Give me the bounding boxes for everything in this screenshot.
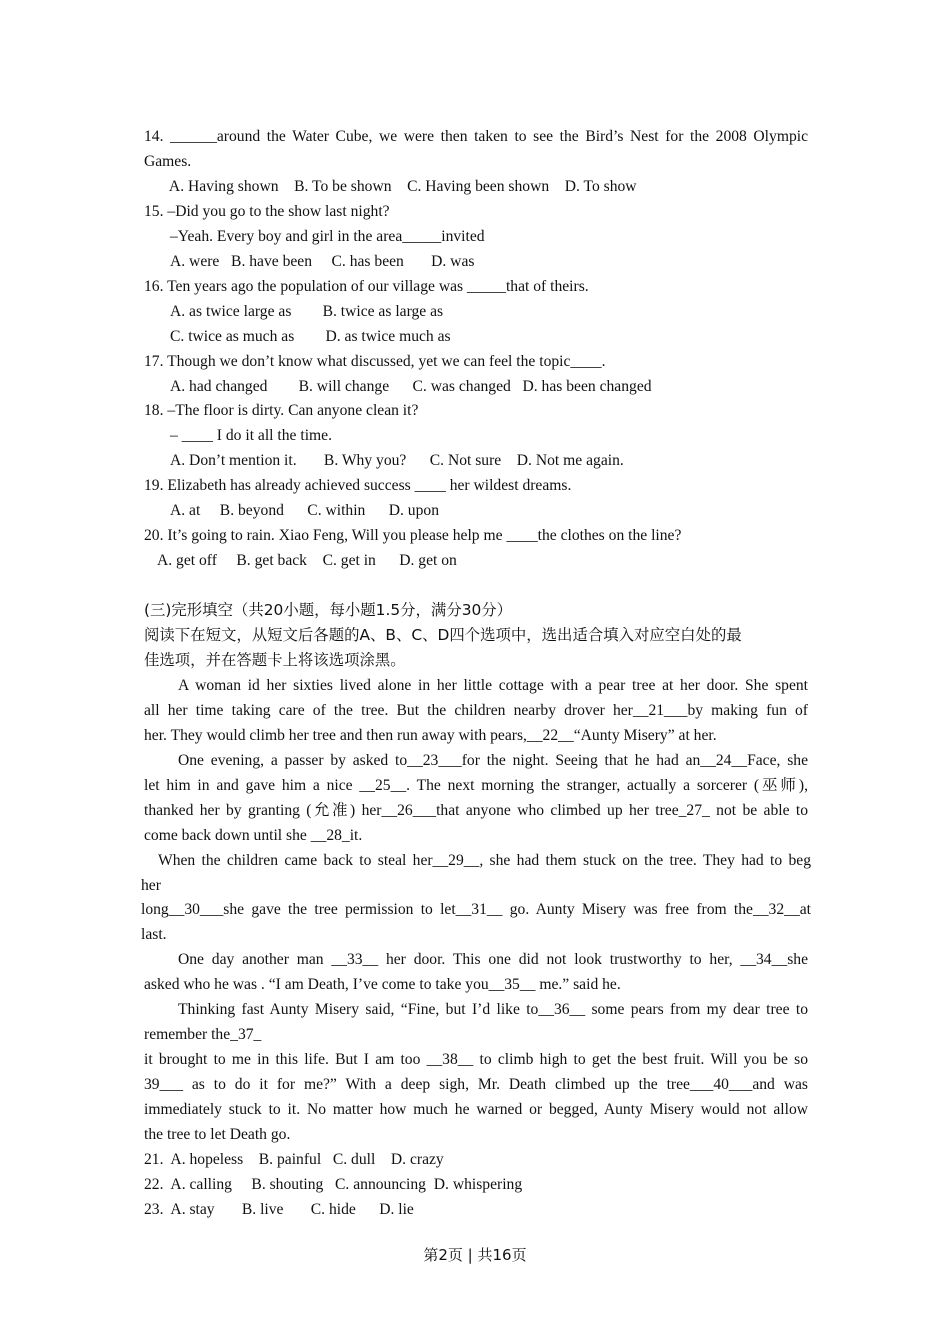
text-line: A. were B. have been C. has been D. was [170,252,475,270]
text-line: One evening, a passer by asked to__23___for the night. Seeing that he had an__24__Face, she [178,751,808,769]
text-line: 22. A. calling B. shouting C. announcing D. whispering [144,1175,523,1193]
text-line: the tree to let Death go. [144,1126,291,1143]
text-line: A. had changed B. will change C. was changed D. has been changed [170,377,652,395]
text-line: come back down until she __28_it. [144,826,363,844]
text-line: 19. Elizabeth has already achieved success ____ her wildest dreams. [144,477,572,495]
text-line: let him in and gave him a nice __25__. The next morning the stranger, actually a sorcerer (巫师), [144,776,808,794]
text-line: last. [141,926,167,944]
text-line: A. get off B. get back C. get in D. get on [157,552,457,570]
text-line: 21. A. hopeless B. painful C. dull D. crazy [144,1150,444,1168]
text-line: 16. Ten years ago the population of our village was _____that of theirs. [144,277,589,295]
text-line: 23. A. stay B. live C. hide D. lie [144,1200,414,1218]
text-line: long__30___she gave the tree permission to let__31__ go. Aunty Misery was free from the__32__at [141,901,811,919]
text-line: all her time taking care of the tree. But the children nearby drover her__21___by making fun of [144,701,808,719]
text-line: her. They would climb her tree and then run away with pears,__22__“Aunty Misery” at her. [144,726,717,744]
text-line: 17. Though we don’t know what discussed, yet we can feel the topic____. [144,352,606,370]
text-line: Games. [144,152,192,170]
text-line: 20. It’s going to rain. Xiao Feng, Will you please help me ____the clothes on the line? [144,527,682,545]
text-line: 佳选项，并在答题卡上将该选项涂黑。 [144,650,406,669]
text-line: C. twice as much as D. as twice much as [170,327,451,345]
text-line: A. Having shown B. To be shown C. Having been shown D. To show [162,177,637,195]
text-line: A woman id her sixties lived alone in her little cottage with a pear tree at her door. She spent [178,676,808,694]
text-line: A. Don’t mention it. B. Why you? C. Not sure D. Not me again. [170,452,624,470]
text-line: 14. ______around the Water Cube, we were then taken to see the Bird’s Nest for the 2008 Olympic [144,128,808,145]
page-footer: 第2页 | 共16页 [423,1246,527,1264]
text-line: –Yeah. Every boy and girl in the area_____invited [170,227,485,245]
text-line: – ____ I do it all the time. [170,427,332,445]
text-line: immediately stuck to it. No matter how much he warned or begged, Aunty Misery would not allow [144,1101,808,1119]
text-line: One day another man __33__ her door. This one did not look trustworthy to her, __34__she [178,951,808,969]
text-line: her [141,876,161,894]
text-line: thanked her by granting (允准) her__26___that anyone who climbed up her tree_27_ not be able to [144,801,808,819]
text-line: it brought to me in this life. But I am too __38__ to climb high to get the best fruit. Will you be so [144,1051,808,1069]
text-line: asked who he was . “I am Death, I’ve come to take you__35__ me.” said he. [144,976,621,994]
text-line: 阅读下在短文，从短文后各题的A、B、C、D四个选项中，选出适合填入对应空白处的最 [144,626,742,644]
text-line: 18. –The floor is dirty. Can anyone clean it? [144,402,419,420]
text-line: A. at B. beyond C. within D. upon [170,502,439,520]
text-line: (三)完形填空（共20小题，每小题1.5分，满分30分） [144,601,513,620]
text-line: A. as twice large as B. twice as large as [170,302,444,320]
text-line: Thinking fast Aunty Misery said, “Fine, but I’d like to__36__ some pears from my dear tree to [178,1001,808,1019]
text-line: remember the_37_ [144,1026,262,1044]
text-line: 39___ as to do it for me?” With a deep sigh, Mr. Death climbed up the tree___40___and was [144,1076,808,1094]
text-line: 15. –Did you go to the show last night? [144,202,390,220]
text-line: When the children came back to steal her__29__, she had them stuck on the tree. They had to beg [158,851,811,869]
